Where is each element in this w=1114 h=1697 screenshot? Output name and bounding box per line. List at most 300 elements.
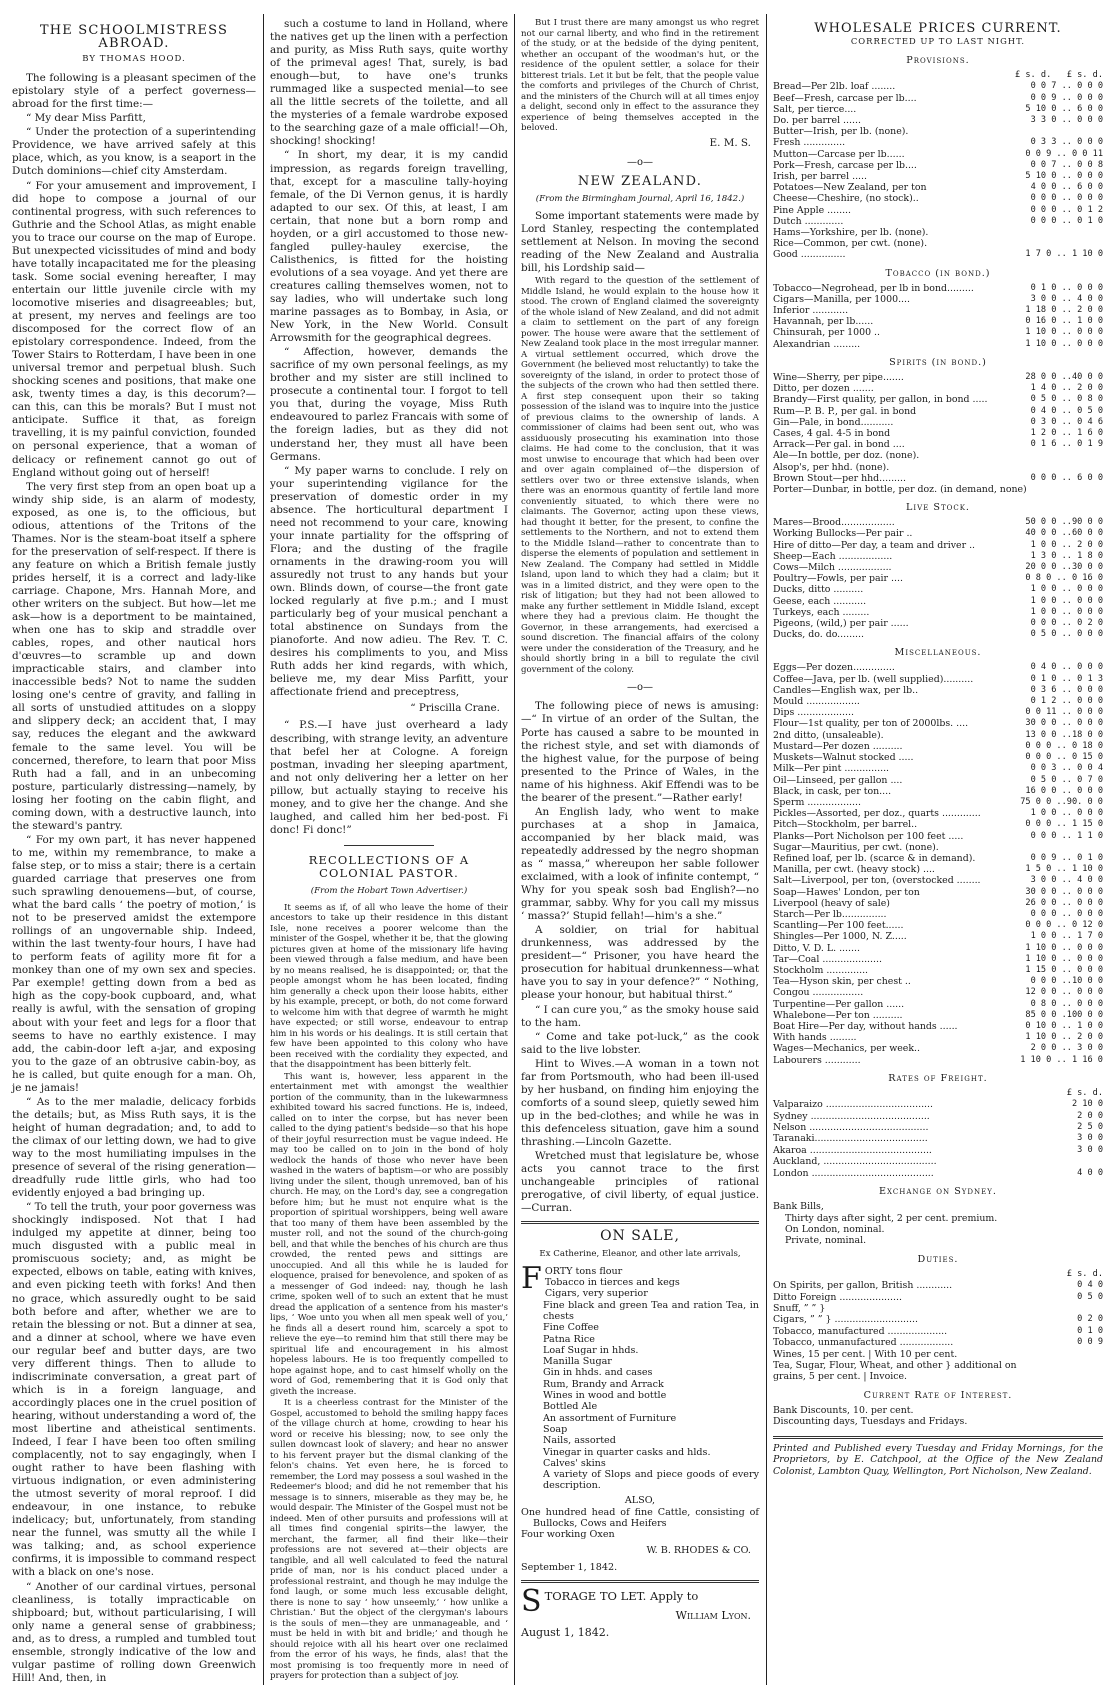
price-item: Turpentine—Per gallon ...... (773, 998, 905, 1010)
price-item: Porter—Dunbar, in bottle, per doz. (in demand, none) (773, 483, 1027, 495)
info-line: Discounting days, Tuesdays and Fridays. (773, 1416, 968, 1428)
price-row (773, 596, 1103, 607)
price-item: Dips ................... (773, 707, 854, 719)
price-row (773, 1043, 1103, 1054)
price-value: 0 0 0 .. 0 1 2 (1030, 204, 1103, 215)
price-item: Poultry—Fowls, per pair .... (773, 573, 903, 585)
price-row (773, 730, 1103, 741)
price-value: 2 5 0 (1077, 1122, 1103, 1133)
price-item: Fresh .............. (773, 137, 846, 149)
sale-item: Bottled Ale (543, 1401, 598, 1413)
price-item: Cases, 4 gal. 4-5 in bond (773, 427, 891, 439)
price-item: Auckland, ...................................... (773, 1156, 937, 1168)
freight-table (773, 1088, 1103, 1179)
price-value: 1 0 0 .. 0 0 0 (1030, 584, 1103, 595)
price-row (773, 662, 1103, 673)
price-value: 0 0 11 .. 0 0 0 (1025, 707, 1103, 718)
price-row (773, 137, 1103, 148)
price-value: 0 3 0 .. 0 4 6 (1030, 416, 1103, 427)
price-item: On Spirits, per gallon, British ............ (773, 1280, 953, 1292)
price-row (773, 1303, 1103, 1314)
price-section-title: Live Stock. (906, 502, 970, 514)
price-item: Tea—Hyson skin, per chest .. (773, 976, 911, 988)
price-value: 1 10 0 .. 2 0 0 (1025, 1032, 1103, 1043)
price-value: 2 10 0 (1071, 1099, 1103, 1110)
info-line: Thirty days after sight, 2 per cent. premium. (785, 1212, 998, 1224)
price-value: 5 10 0 .. 0 0 0 (1025, 170, 1103, 181)
paragraph: Hint to Wives.—A woman in a town not far from Portsmouth, who had been ill-used by her husband, on finding him enjoying the comforts of a sound sleep, quietly sewed him up in the bed-clothes; and while he was in this defenceless situation, gave him a sound thrashing.—Lincoln Gazette. (521, 1057, 759, 1148)
price-item: Oil—Linseed, per gallon .... (773, 774, 903, 786)
price-value: 0 5 0 .. 0 7 0 (1030, 774, 1103, 785)
sale-item: An assortment of Furniture (543, 1412, 677, 1424)
price-item: Rum—P. B. P., per gal. in bond (773, 405, 917, 417)
price-value: 1 10 0 .. 0 0 0 (1025, 953, 1103, 964)
sale-subtitle: Ex Catherine, Eleanor, and other late arrivals, (539, 1249, 741, 1260)
price-value: 0 1 6 .. 0 1 9 (1030, 439, 1103, 450)
price-row (773, 629, 1103, 640)
price-item: Tobacco, manufactured .................... (773, 1325, 948, 1337)
price-row (773, 1021, 1103, 1032)
storage-text: TORAGE TO LET. Apply to (544, 1588, 699, 1603)
price-item: Working Bullocks—Per pair .. (773, 528, 913, 540)
price-value: 1 0 0 .. 0 0 0 (1030, 606, 1103, 617)
price-row (773, 182, 1103, 193)
drop-cap: S (521, 1583, 542, 1619)
price-section-title: Provisions. (906, 55, 970, 67)
miscellany (521, 700, 759, 1215)
price-row (773, 808, 1103, 819)
price-row (773, 696, 1103, 707)
price-item: Boat Hire—Per day, without hands ...... (773, 1020, 958, 1032)
price-row (773, 417, 1103, 428)
price-value: 1 3 0 .. 1 8 0 (1030, 550, 1103, 561)
price-item: Salt, per tierce.... (773, 103, 857, 115)
price-value: 0 1 0 .. 0 0 0 (1030, 282, 1103, 293)
price-value: 0 8 0 .. 0 0 0 (1030, 998, 1103, 1009)
price-row (773, 81, 1103, 92)
price-item: Cigars, ” ” } ............................ (773, 1314, 918, 1326)
price-row (773, 372, 1103, 383)
price-item: Sugar—Mauritius, per cwt. (none). (773, 841, 939, 853)
price-item: Congou ................. (773, 987, 864, 999)
sale-oxen: Four working Oxen (521, 1529, 615, 1541)
sale-item: Calves' skins (543, 1457, 606, 1469)
price-item: Brown Stout—per hhd......... (773, 472, 906, 484)
price-value: 1 10 0 .. 1 16 0 (1020, 1054, 1103, 1065)
price-item: Irish, per barrel ..... (773, 170, 867, 182)
price-value: 0 0 9 .. 0 1 0 (1030, 852, 1103, 863)
paragraph: “ For your amusement and improvement, I did hope to compose a journal of our continental progress, with such references to Guthrie and the School Atlas, as might enable you to trace our course on the map of Europe. But unexpected vicissitudes of mind and body have totally incapacitated me for the pleasing task. Some social evening hereafter, I may entertain our little juvenile circle with my locomotive miseries and disagreeables; but, at present, my nerves and feelings are too discomposed for the correct flow of an epistolary correspondence. Indeed, from the Tower Stairs to Rotterdam, I have been in one universal tremor and perpetual blush. Such shocking scenes and positions, that make one ask, twenty times a day, is this decorum?—can this, can this be morals? But I must not anticipate. Suffice it that, as foreign travelling, it is my painful conviction, founded on personal experience, that a woman of delicacy or refinement cannot go out of England without going out of herself! (12, 179, 256, 479)
imprint: Printed and Published every Tuesday and Friday Mornings, for the Proprietors, by E. Catchpool, at the Office of the New Zealand Colonist, Lambton Quay, Wellington, Port Nicholson, New Zealand. (773, 1436, 1103, 1477)
price-item: London ......................................... (773, 1167, 934, 1179)
price-row (773, 339, 1103, 350)
price-row (773, 1055, 1103, 1066)
price-item (773, 1269, 1023, 1280)
price-item: Havannah, per lb...... (773, 316, 874, 328)
price-item: Refined loaf, per lb. (scarce & in demand). (773, 852, 976, 864)
price-item: Hire of ditto—Per day, a team and driver .. (773, 539, 976, 551)
price-value (991, 462, 1103, 473)
price-value: 1 0 0 .. 0 0 0 (1030, 808, 1103, 819)
sale-item: Rum, Brandy and Arrack (543, 1378, 664, 1390)
price-row (773, 428, 1103, 439)
price-row (773, 875, 1103, 886)
price-value: 0 4 0 .. 0 5 0 (1030, 405, 1103, 416)
sale-item: A variety of Slops and piece goods of every description. (543, 1469, 759, 1492)
price-item: Mutton—Carcase per lb...... (773, 148, 905, 160)
column-1 (12, 18, 256, 1684)
sale-item: Fine black and green Tea and ration Tea, in chests (543, 1299, 759, 1322)
info-line: Bank Discounts, 10. per cent. (773, 1404, 914, 1416)
price-item: Cows—Milch .................. (773, 562, 892, 573)
sale-date: September 1, 1842. (521, 1561, 618, 1573)
exchange-list (773, 1201, 1103, 1247)
price-value (1027, 484, 1103, 495)
article-body-continued (270, 18, 508, 699)
price-row (773, 462, 1103, 473)
nz-body: With regard to the question of the settlement of Middle Island, he would explain to the house how it stood. The crown of England claimed the sovereignty of the whole island of New Zealand, and did not admit a claim to settlement on the part of any foreign power. The house were aware that the settlement of New Zealand took place in the most irregular manner. A virtual settlement occurred, which drove the Government (he believed most reluctantly) to take the sovereignty of the island, in order to protect those of the subjects of the crown who had then settled there. A first step consequent upon their so taking possession of the island was to inquire into the justice of previous claims to the ownership of lands. A commissioner of claims had been sent out, who was assiduously prosecuting his examination into those claims. He had come to the conclusion, that it was most unwise to encourage that which had been over and over again complained of—the dispersion of settlers over two or three extensive islands, when there was an enormous quantity of fertile land more conveniently situated, to which there were no claimants. The Governor, acting upon these views, had thought it better, for the present, to confine the settlements to the Northern, and not to extend them to the Middle Island—rather to concentrate than to disperse the elements of population and settlement in New Zealand. The Company had settled in Middle Island, upon land to which they had a claim; but it was in a limited district, and they were open to the risk of litigation; but they had not been allowed to make any further settlement in Middle Island, except where they had a previous claim. He thought the Governor, in these arrangements, had exercised a sound discretion. The financial affairs of the colony were under the consideration of the Treasury, and he should shortly bring in a bill to regulate the civil government of the colony. (521, 276, 759, 675)
price-item: Shingles—Per 1000, N. Z..... (773, 931, 907, 943)
price-value: 3 0 0 (1077, 1133, 1103, 1144)
price-row (773, 1280, 1103, 1291)
price-row (773, 540, 1103, 551)
paragraph: “ Come and take pot-luck,” as the cook said to the live lobster. (521, 1030, 759, 1056)
price-item: Wines, 15 per cent. | With 10 per cent. (773, 1348, 958, 1360)
price-item: Beef—Fresh, carcase per lb.... (773, 92, 917, 104)
price-value (991, 126, 1103, 137)
article-title: THE SCHOOLMISTRESS ABROAD. (39, 23, 229, 52)
paragraph: The following piece of news is amusing:—“ In virtue of an order of the Sultan, the Porte has caused a sabre to be mounted in the richest style, and set with diamonds of the highest value, for the purpose of being presented to the Prince of Wales, in the name of his highness. Akif Effendi was to be the bearer of the present.”—Rather early! (521, 700, 759, 804)
price-row (773, 283, 1103, 294)
article-source: (From the Hobart Town Advertiser.) (310, 886, 468, 896)
paragraph: This want is, however, less apparent in the entertainment met with amongst the wealthier portion of the community, than in the lukewarmness exhibited toward his sacred functions. He is, indeed, called on to inter the corpse, but has never been called to the dying patient's bedside—so that his hope of their joyful resurrection must be vague indeed. He may too be called on to join in the bond of holy wedlock the hands of those who never have been washed in the waters of baptism—or who are possibly living under the silent, though unremoved, ban of his church. He may, on the Lord's day, see a congregation before him; but he must not enquire what is the proportion of spiritual worshippers, being well aware that too many of them have been assembled by the muster roll, and not the sound of the church-going bell, and that while the benches of his church are thus crowded, the rented pews and sittings are unoccupied. And all this while he is lauded for eloquence, praised for benevolence, and spoken of as a messenger of God indeed: nay, though he lash crime, spoken well of to such an extent that he must dread the application of a sentence from his master's lips, ‘ Woe unto you when all men speak well of you,’ he finds all a desert round him, scarcely a spot to relieve the eye—to remind him that still there may be spiritual life and encouragement in his almost hopeless labours. He is too frequently compelled to hope against hope, and to cast himself wholly on the word of God, remembering that it is God only that giveth the increase. (270, 1071, 509, 1397)
paragraph: “ For my own part, it has never happened to me, within my remembrance, to make a false step, or to miss a stair; there is a certain guarded carriage that preserves one from such sprawling denouemens—but, of course, what the bard calls ‘ the poetry of motion,’ is not to be preserved amidst the extempore rollings of an ungovernable ship. Indeed, within the last twenty-four hours, I have had to perform feats of agility more fit for a monkey than one of my own sex and species. Par exemple! getting down from a bed as high as the copy-book cupboard, and, what really is awful, with the sensation of groping about with your feet and legs for a floor that seems to have no earthly existence. I may add, the cabin-door left a-jar, and exposing you to the gaze of an obtrusive cabin-boy, as he is called, but quite enough for a man. Oh, je ne jamais! (12, 833, 256, 1094)
price-item: Planks—Port Nicholson per 100 feet ..... (773, 830, 964, 842)
price-row (773, 294, 1103, 305)
price-row (773, 517, 1103, 528)
double-rule (521, 1580, 759, 1583)
price-item: Candles—English wax, per lb.. (773, 684, 919, 696)
price-row (773, 775, 1103, 786)
paragraph: “ My paper warns to conclude. I rely on your superintending vigilance for the preservation of domestic order in my absence. The horticultural department I need not recommend to your care, knowing your innate partiality for the offspring of Flora; and the dusting of the fragile ornaments in the drawing-room you will assuredly not trust to any hands but your own. Blinds down, of course—the front gate locked regularly at five p.m.; and I must particularly beg of your musical penchant a total abstinence on Sundays from the pianoforte. And now adieu. The Rev. T. C. desires his compliments to you, and Miss Ruth adds her kind regards, with which, believe me, my dear Miss Parfitt, your affectionate friend and preceptress, (270, 464, 508, 699)
price-value: 4 0 0 .. 6 0 0 (1030, 182, 1103, 193)
article-body (12, 72, 256, 1685)
price-value: 1 10 0 .. 0 0 0 (1025, 327, 1103, 338)
price-item: 2nd ditto, (unsaleable). (773, 729, 884, 741)
price-value: 0 1 2 .. 0 0 0 (1030, 696, 1103, 707)
price-row (773, 1337, 1103, 1348)
price-row (773, 1032, 1103, 1043)
paragraph: A soldier, on trial for habitual drunkenness, was addressed by the president—“ Prisoner, you have heard the prosecution for habitual drunkenness—what have you to say in your defence?” “ Nothing, please your honour, but habitual thirst.” (521, 924, 759, 1002)
price-row (773, 763, 1103, 774)
price-value: 0 0 7 .. 0 0 8 (1030, 159, 1103, 170)
price-value: 0 0 0 .. 6 0 0 (1030, 472, 1103, 483)
price-item: Pigeons, (wild,) per pair ...... (773, 618, 909, 630)
price-item: With hands ......... (773, 1032, 857, 1044)
sale-item: Loaf Sugar in hhds. (543, 1344, 639, 1356)
price-row (773, 718, 1103, 729)
price-row (773, 528, 1103, 539)
price-value: 0 0 0 .. 0 0 0 (1030, 908, 1103, 919)
price-item: Mares—Brood.................. (773, 517, 895, 529)
price-item: Good ............... (773, 249, 846, 261)
price-item: Turkeys, each ......... (773, 606, 870, 618)
price-value (991, 238, 1103, 249)
info-line: Bank Bills, (773, 1201, 824, 1213)
price-value: 1 2 0 .. 1 6 0 (1030, 427, 1103, 438)
price-table (773, 54, 1103, 1066)
price-item: Chinsurah, per 1000 .. (773, 327, 880, 339)
price-item: Wine—Sherry, per pipe....... (773, 371, 904, 383)
price-row (773, 1371, 1103, 1382)
price-row (773, 149, 1103, 160)
price-row (773, 473, 1103, 484)
price-value: 0 0 0 .. 0 0 0 (1030, 193, 1103, 204)
price-value: 26 0 0 .. 0 0 0 (1025, 897, 1103, 908)
price-row (773, 115, 1103, 126)
price-item: Salt—Liverpool, per ton, (overstocked ........ (773, 875, 981, 887)
price-row (773, 1133, 1103, 1144)
price-item: Flour—1st quality, per ton of 2000lbs. .... (773, 718, 969, 730)
price-section-title: Spirits (in bond.) (889, 356, 987, 368)
price-item: Dutch ............. (773, 215, 844, 227)
price-row (773, 383, 1103, 394)
paragraph: “ To tell the truth, your poor governess was shockingly indisposed. Not that I had indulged my appetite at dinner, being too much disgusted with a public meal in promiscuous society; and, as might be expected, elbows on table, eating with knives, and even picking teeth with forks! And then no grace, which assuredly ought to be said both before and after, whether we are to retain the blessing or not. But a dinner at sea, and a dinner at school, where we have even our regular beef and butter days, are two very different things. Then to allude to indiscriminate conversation, a great part of which is in a foreign language, and accordingly places one in the cruel position of hearing, without understanding a word of, the most libertine and atheistical sentiments. Indeed, I fear I have been too often smiling complacently, not to say engagingly, when I ought rather to have been flashing with virtuous indignation, or even administering the utmost severity of moral reproof. I did endeavour, in one instance, to rebuke indelicacy; but, unfortunately, from standing near the funnel, was smutty all the while I was talking; and, as school experience confirms, it is impossible to command respect with a black on one's nose. (12, 1201, 256, 1579)
sale-item: Vinegar in quarter casks and hlds. (543, 1446, 711, 1458)
price-item: Geese, each ........... (773, 595, 867, 607)
price-section-title: Tobacco (in bond.) (885, 267, 991, 279)
price-row (773, 1292, 1103, 1303)
paragraph: But I trust there are many amongst us who regret not our carnal liberty, and who find in the retirement of the study, or at the bedside of the dying penitent, whether an occupant of the woodman's hut, or the residence of the opulent settler, a solace for their bitterest trials. Let it but be felt, that the people value the comforts and privileges of the Church of Christ, and the ministers of the Church will at all times enjoy a delight, second only in effect to the assurance they experience of being themselves accepted in the beloved. (521, 18, 759, 133)
paragraph: “ Under the protection of a superintending Providence, we have arrived safely at this place, which, as you know, is a seaport in the Dutch dominions—chief city Amsterdam. (12, 126, 256, 178)
price-value: 0 5 0 (1077, 1291, 1103, 1302)
price-row (773, 1156, 1103, 1167)
price-row (773, 1122, 1103, 1133)
price-value: 28 0 0 ..40 0 0 (1025, 371, 1103, 382)
price-row (773, 931, 1103, 942)
drop-cap: F (521, 1260, 542, 1296)
price-value: 1 5 0 .. 1 10 0 (1025, 864, 1103, 875)
price-item: Taranaki...................................... (773, 1133, 928, 1145)
freight-title: Rates of Freight. (888, 1072, 988, 1084)
price-value: 1 4 0 .. 2 0 0 (1030, 383, 1103, 394)
column-4-prices (773, 18, 1103, 1681)
price-row (773, 797, 1103, 808)
price-value (991, 450, 1103, 461)
price-row (773, 573, 1103, 584)
price-row (773, 1168, 1103, 1179)
price-item: Coffee—Java, per lb. (well supplied).......... (773, 673, 974, 685)
price-item: Tea, Sugar, Flour, Wheat, and other } additional on (773, 1360, 1017, 1372)
price-item: Eggs—Per dozen.............. (773, 662, 895, 674)
price-row (773, 238, 1103, 249)
price-item: Pitch—Stockholm, per barrel.. (773, 819, 918, 831)
price-value: 0 0 3 .. 0 0 4 (1030, 763, 1103, 774)
price-value (1023, 1349, 1103, 1360)
price-row (773, 249, 1103, 260)
paragraph: It is a cheerless contrast for the Minister of the Gospel, accustomed to behold the smiling happy faces of the village church at home, crowding to hear his word or receive his blessing; now, to see only the sullen downcast look of slavery; and hear no answer to his fervent prayer but the dismal clanking of the felon's chains. Yet even here, he is forced to remember, the Lord may possess a soul washed in the Redeemer's blood; and did he not remember that his message is to sinners, miserable as they may be, he would despair. The Minister of the Gospel must not be indeed. Men of other pursuits and professions will at all times find congenial spirits—the lawyer, the merchant, the farmer, all find their like—their professions are not severed at—their objects are tangible, and all well calculated to feed the natural pride of man, nor is his conduct placed under a professional restraint, and though he may indulge the fond laugh, or some much less excusable delight, there is none to say ‘ how unseemly,’ ‘ how unlike a Christian.’ But the object of the clergyman's labours is the souls of men—they are unmanageable, and ‘ must be held in with bit and bridle;’ and though he should rejoice with all his heart over one reclaimed from the error of his ways, he finds, alas! that the most promising is too frequently more in need of prayers for protection than a subject of joy. (270, 1398, 508, 1681)
price-value: 0 4 0 (1077, 1280, 1103, 1291)
price-row (773, 484, 1103, 495)
price-value: 3 0 0 (1077, 1144, 1103, 1155)
price-section-title: Miscellaneous. (894, 647, 982, 659)
price-row (773, 864, 1103, 875)
price-value: 1 7 0 .. 1 10 0 (1025, 249, 1103, 260)
separator (344, 845, 434, 846)
price-value: 30 0 0 .. 0 0 0 (1025, 718, 1103, 729)
price-value (1023, 1360, 1103, 1371)
price-row (773, 943, 1103, 954)
separator: —o— (626, 682, 654, 694)
sale-item: Tobacco in tierces and kegs (544, 1277, 680, 1289)
price-value (991, 227, 1103, 238)
price-item: Potatoes—New Zealand, per ton (773, 182, 927, 194)
column-2 (270, 18, 508, 1681)
price-item: Soap—Hawes' London, per ton (773, 886, 920, 898)
price-item: Milk—Per pint ............... (773, 763, 890, 775)
price-row (773, 920, 1103, 931)
price-value (1023, 1303, 1103, 1314)
letter-signature: “ Priscilla Crane. (410, 702, 500, 715)
price-value: 0 0 0 .. 0 2 0 (1030, 618, 1103, 629)
price-item: Mustard—Per dozen .......... (773, 740, 903, 752)
price-value: 1 0 0 .. 2 0 0 (1030, 539, 1103, 550)
price-value: 1 18 0 .. 2 0 0 (1025, 305, 1103, 316)
price-value: 0 1 0 (1077, 1325, 1103, 1336)
price-item: Cigars—Manilla, per 1000.... (773, 293, 910, 305)
price-value: 0 5 0 .. 0 0 0 (1030, 629, 1103, 640)
price-row (773, 1088, 1103, 1099)
price-value: 16 0 0 .. 0 0 0 (1025, 785, 1103, 796)
price-row (773, 171, 1103, 182)
double-rule (521, 1221, 759, 1224)
price-row (773, 607, 1103, 618)
price-item: Scantling—Per 100 feet...... (773, 920, 904, 932)
price-row (773, 1269, 1103, 1280)
price-item: Snuff, ” ” } (773, 1303, 826, 1315)
price-value: 20 0 0 ..30 0 0 (1025, 562, 1103, 572)
article-signature: E. M. S. (709, 136, 751, 149)
price-row (773, 786, 1103, 797)
price-value: 3 0 0 .. 4 0 0 (1030, 293, 1103, 304)
price-value: 75 0 0 ..90. 0 0 (1020, 796, 1103, 807)
paragraph: “ In short, my dear, it is my candid impression, as regards foreign travelling, that, except for a masculine tally-hoying female, of the Di Vernon genus, it is hardly adapted to our sex. Of this, at least, I am certain, that none but a born romp and hoyden, or a girl accustomed to those new-fangled pulley-hauley exercise, the Calisthenics, is fitted for the hoisting evolutions of a sea voyage. And yet there are creatures calling themselves women, not to say ladies, who will undertake such long marine passages as to Bombay, in Asia, or New York, in the New World. Consult Arrowsmith for the geographical degrees. (270, 149, 508, 345)
price-row (773, 819, 1103, 830)
article-title-nz: NEW ZEALAND. (577, 173, 703, 189)
column-rule (766, 14, 767, 1685)
sale-first-item: ORTY tons flour (544, 1265, 623, 1277)
price-item: Pickles—Assorted, per doz., quarts ............. (773, 808, 981, 820)
price-value: 30 0 0 .. 0 0 0 (1025, 886, 1103, 897)
price-row (773, 406, 1103, 417)
price-value: 0 8 0 .. 0 16 0 (1025, 573, 1103, 584)
price-item: Mould .................. (773, 696, 860, 708)
price-row (773, 707, 1103, 718)
price-value: 0 0 9 .. 0 0 0 (1030, 92, 1103, 103)
price-item: Hams—Yorkshire, per lb. (none). (773, 226, 929, 238)
price-value: 0 3 3 .. 0 0 0 (1030, 137, 1103, 148)
info-line: Private, nominal. (785, 1235, 867, 1247)
price-value: 3 3 0 .. 0 0 0 (1030, 114, 1103, 125)
price-value: 0 0 9 .. 0 0 11 (1025, 148, 1103, 159)
price-row (773, 93, 1103, 104)
price-item: Tobacco—Negrohead, per lb in bond......... (773, 282, 974, 294)
price-item: Akaroa ......................................... (773, 1144, 932, 1156)
column-rule (514, 14, 515, 1685)
price-value (1023, 1156, 1103, 1167)
price-value: 1 0 0 .. 0 0 0 (1030, 595, 1103, 606)
prices-subtitle: CORRECTED UP TO LAST NIGHT. (850, 36, 1026, 47)
price-item: Ditto, per dozen ....... (773, 383, 874, 395)
price-item: Do. per barrel ...... (773, 114, 861, 126)
price-item: Nelson ........................................ (773, 1122, 929, 1134)
column-3 (521, 18, 759, 1681)
price-row (773, 1145, 1103, 1156)
price-row (773, 394, 1103, 405)
paragraph: The very first step from an open boat up a windy ship side, is an alarm of modesty, exposed, as one is, to the officious, but odious, attentions of the Tritons of the Thames. Nor is the steam-boat itself a sphere for the preservation of self-respect. If there is any feature on which a British female justly prides herself, it is a correct and lady-like carriage. Chapone, Mrs. Hannah More, and other writers on the subject. But how—let me ask—how is a deportment to be maintained, when one has to skip and straddle over cables, ropes, and other nautical hors d'œuvres—to scramble up and down impracticable stairs, and clamber into inaccessible beds? Not to name the sudden losing one's centre of gravity, and falling in all sorts of unstudied attitudes on a sloppy and slippery deck; an accident that, I may say, reduces the elegant and the awkward female to the same level. You will be concerned, therefore, to learn that poor Miss Ruth had a fall, and in an unbecoming posture, particularly distressing—namely, by losing her footing on the cabin flight, and coming down, with a destructive launch, into the steward's pantry. (12, 480, 256, 832)
price-row (773, 216, 1103, 227)
sale-item: Cigars, very superior (544, 1288, 648, 1300)
info-line: On London, nominal. (785, 1223, 885, 1235)
price-row (773, 126, 1103, 137)
price-item: Liverpool (heavy of sale) (773, 897, 890, 909)
prices-title: WHOLESALE PRICES CURRENT. (814, 21, 1062, 36)
exchange-title: Exchange on Sydney. (879, 1186, 997, 1198)
price-value: 50 0 0 ..90 0 0 (1025, 517, 1103, 528)
price-item: Ditto Foreign ..................... (773, 1291, 902, 1303)
price-value: 0 10 0 .. 1 0 0 (1025, 1020, 1103, 1031)
price-value: 2 0 0 .. 3 0 0 (1030, 1043, 1103, 1054)
price-value: 2 0 0 (1077, 1110, 1103, 1121)
price-row (773, 954, 1103, 965)
interest-list (773, 1405, 1103, 1428)
price-row (773, 976, 1103, 987)
price-row (773, 685, 1103, 696)
price-row (773, 227, 1103, 238)
duties-title: Duties. (917, 1253, 959, 1265)
storage-date: August 1, 1842. (521, 1625, 610, 1639)
price-row (773, 193, 1103, 204)
price-item: Pork—Fresh, carcase per lb.... (773, 159, 917, 171)
price-row (773, 1010, 1103, 1021)
sale-cattle: One hundred head of fine Cattle, consisting of Bullocks, Cows and Heifers (521, 1506, 759, 1530)
price-item: Brandy—First quality, per gallon, in bond ..... (773, 394, 988, 406)
interest-title: Current Rate of Interest. (863, 1389, 1013, 1401)
price-item (773, 70, 991, 81)
price-row (773, 831, 1103, 842)
price-value: 1 10 0 .. 0 0 0 (1025, 942, 1103, 953)
price-value: 0 3 6 .. 0 0 0 (1030, 684, 1103, 695)
price-item: Inferior ............ (773, 305, 849, 317)
price-item: Ducks, do. do......... (773, 629, 864, 641)
article-byline: BY THOMAS HOOD. (82, 54, 186, 65)
price-value: 12 0 0 .. 0 0 0 (1025, 987, 1103, 998)
sale-item: Patna Rice (543, 1333, 595, 1345)
price-value: 0 4 0 .. 0 0 0 (1030, 662, 1103, 673)
duties-table (773, 1269, 1103, 1383)
price-row (773, 898, 1103, 909)
price-value: 1 10 0 .. 0 0 0 (1025, 338, 1103, 349)
price-value: 0 5 0 .. 0 8 0 (1030, 394, 1103, 405)
price-item: grains, 5 per cent. | Invoice. (773, 1371, 907, 1383)
price-row (773, 327, 1103, 338)
price-item: Bread—Per 2lb. loaf ........ (773, 81, 896, 93)
price-row (773, 853, 1103, 864)
price-row (773, 674, 1103, 685)
price-value (1023, 1371, 1103, 1382)
price-row (773, 1349, 1103, 1360)
sale-title: ON SALE, (600, 1228, 680, 1245)
